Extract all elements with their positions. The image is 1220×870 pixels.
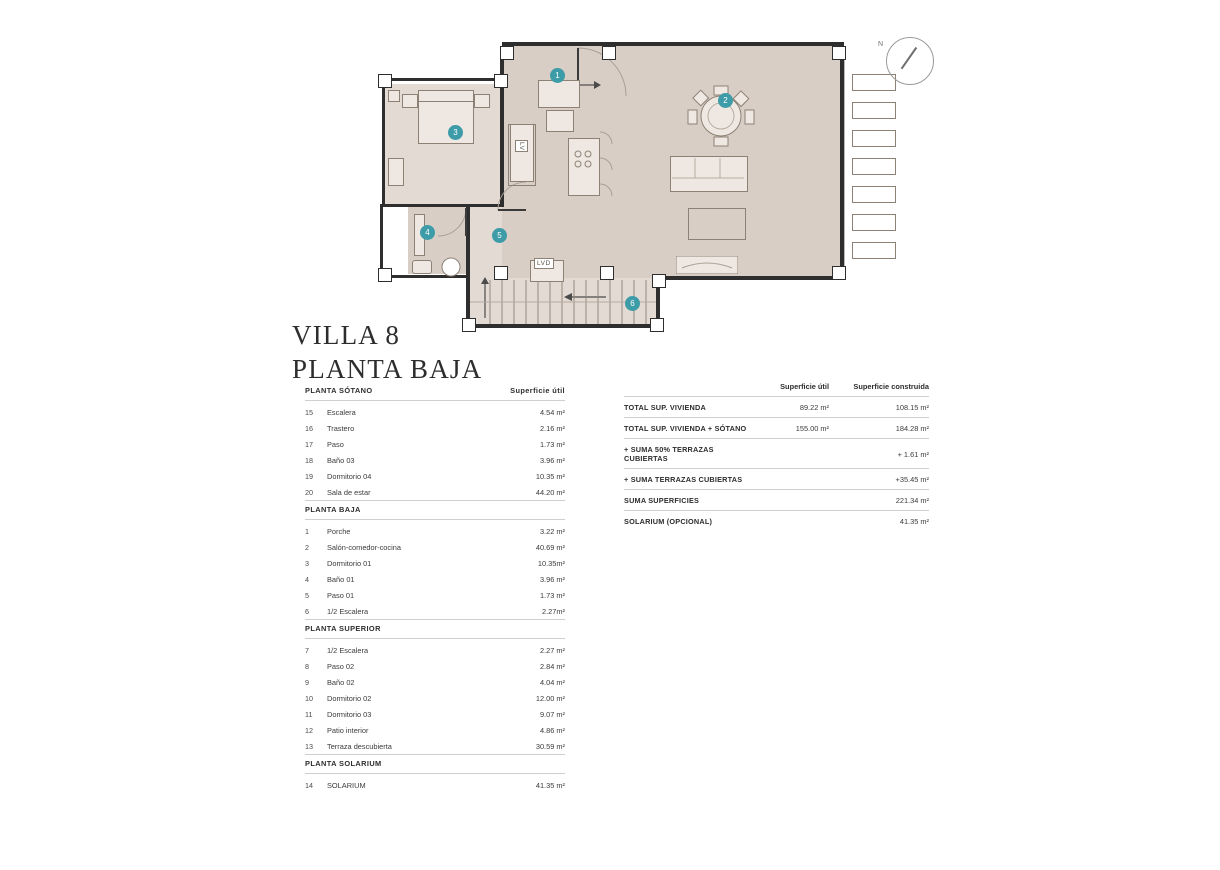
table-row (305, 690, 565, 706)
table-row (305, 658, 565, 674)
terrace-step-2 (852, 102, 896, 119)
totals-label: + SUMA 50% TERRAZAS CUBIERTAS (624, 445, 714, 463)
section-title: PLANTA BAJA (305, 505, 361, 514)
row-number: 10 (305, 694, 313, 703)
window-top-left (500, 46, 514, 60)
section-header-sotano (305, 382, 565, 401)
row-number: 18 (305, 456, 313, 465)
section-header-planta-baja (305, 501, 565, 520)
window-stair-right (650, 318, 664, 332)
plan-marker-6: 6 (625, 296, 640, 311)
window-bed-topright (494, 74, 508, 88)
row-name: Baño 01 (327, 575, 355, 584)
plan-marker-3: 3 (448, 125, 463, 140)
row-name: Dormitorio 03 (327, 710, 372, 719)
totals-util: 155.00 m² (795, 424, 829, 433)
floor-plan (370, 28, 950, 328)
nightstand-left (402, 94, 418, 108)
table-row (305, 738, 565, 754)
window-bed-topleft (378, 74, 392, 88)
row-value: 4.86 m² (539, 726, 565, 735)
row-number: 8 (305, 662, 309, 671)
row-name: Paso 02 (327, 662, 355, 671)
kitchen-doors (598, 128, 616, 208)
wall-top (502, 42, 844, 46)
row-name: Dormitorio 04 (327, 472, 372, 481)
row-value: 3.96 m² (539, 575, 565, 584)
row-name: Trastero (327, 424, 355, 433)
table-row (305, 706, 565, 722)
row-name: Escalera (327, 408, 356, 417)
totals-table (624, 382, 929, 531)
table-row (305, 452, 565, 468)
row-value: 3.22 m² (539, 527, 565, 536)
row-name: 1/2 Escalera (327, 646, 369, 655)
bathroom-door-swing (436, 206, 470, 240)
row-value: 2.84 m² (539, 662, 565, 671)
plan-marker-4: 4 (420, 225, 435, 240)
row-number: 20 (305, 488, 313, 497)
row-number: 3 (305, 559, 309, 568)
sink-icon (440, 256, 462, 278)
row-value: 10.35 m² (535, 472, 565, 481)
surface-schedule-table (305, 382, 565, 793)
row-value: 1.73 m² (539, 591, 565, 600)
row-value: 4.54 m² (539, 408, 565, 417)
row-name: Baño 03 (327, 456, 355, 465)
row-number: 9 (305, 678, 309, 687)
section-rows-planta-baja (305, 520, 565, 620)
window-stair-left (462, 318, 476, 332)
wall-bedroom-top (382, 78, 502, 81)
totals-util: 89.22 m² (799, 403, 829, 412)
row-name: Porche (327, 527, 351, 536)
column-header-construida: Superficie construida (853, 382, 929, 391)
totals-construida: 41.35 m² (899, 517, 929, 526)
title-line-1: VILLA 8 (292, 320, 401, 350)
wall-bath-left (380, 204, 383, 278)
terrace-step-7 (852, 242, 896, 259)
table-row (305, 523, 565, 539)
table-row (305, 674, 565, 690)
appliance-label-lvd: LVD (534, 258, 554, 269)
window-right-bottom (832, 266, 846, 280)
kitchen-column (508, 124, 536, 186)
totals-row (624, 468, 929, 489)
title-line-2: PLANTA BAJA (292, 354, 483, 385)
row-number: 12 (305, 726, 313, 735)
row-name: Patio interior (327, 726, 369, 735)
appliance-label-lv: LV (515, 140, 528, 152)
totals-row (624, 396, 929, 417)
row-value: 12.00 m² (535, 694, 565, 703)
row-value: 2.27 m² (539, 646, 565, 655)
row-value: 10.35m² (537, 559, 565, 568)
totals-construida: + 1.61 m² (897, 449, 929, 459)
section-rows-planta-superior (305, 639, 565, 755)
table-row (305, 436, 565, 452)
row-number: 14 (305, 781, 313, 790)
column-header-util: Superficie útil (780, 382, 829, 391)
wardrobe (388, 158, 404, 186)
row-number: 16 (305, 424, 313, 433)
row-value: 41.35 m² (535, 781, 565, 790)
row-number: 4 (305, 575, 309, 584)
plan-marker-2: 2 (718, 93, 733, 108)
row-name: Paso (327, 440, 344, 449)
bed-headboard (418, 90, 474, 102)
compass-north-label: N (878, 41, 884, 48)
totals-row-solarium (624, 511, 929, 531)
terrace-edge (844, 46, 845, 278)
totals-row (624, 489, 929, 511)
wall-bedroom-left (382, 78, 385, 206)
totals-row (624, 438, 929, 468)
row-name: Sala de estar (327, 488, 371, 497)
section-units-header: Superficie útil (510, 386, 565, 395)
row-value: 40.69 m² (535, 543, 565, 552)
row-value: 1.73 m² (539, 440, 565, 449)
terrace-step-5 (852, 186, 896, 203)
wall-bottom-right (658, 276, 844, 280)
hob-icon (570, 146, 596, 172)
row-name: Dormitorio 02 (327, 694, 372, 703)
totals-label: + SUMA TERRAZAS CUBIERTAS (624, 475, 743, 484)
section-header-solarium (305, 755, 565, 774)
kitchen-unit-top (538, 80, 580, 108)
window-top-mid (602, 46, 616, 60)
row-number: 17 (305, 440, 313, 449)
plan-marker-1: 1 (550, 68, 565, 83)
compass-circle (886, 37, 934, 85)
row-name: SOLARIUM (327, 781, 366, 790)
window-paso-bottom (494, 266, 508, 280)
row-value: 2.16 m² (539, 424, 565, 433)
row-name: Terraza descubierta (327, 742, 392, 751)
row-number: 5 (305, 591, 309, 600)
table-row (305, 539, 565, 555)
table-row (305, 642, 565, 658)
row-name: Paso 01 (327, 591, 355, 600)
row-number: 6 (305, 607, 309, 616)
page-title (292, 318, 482, 386)
table-row (305, 404, 565, 420)
row-number: 2 (305, 543, 309, 552)
plan-marker-5: 5 (492, 228, 507, 243)
table-row (305, 777, 565, 793)
compass (878, 33, 933, 88)
sofa-cushions (670, 156, 746, 190)
window-top-right (832, 46, 846, 60)
bed (418, 96, 474, 144)
table-row (305, 484, 565, 500)
table-row (305, 468, 565, 484)
totals-construida: 221.34 m² (895, 496, 929, 505)
section-title: PLANTA SOLARIUM (305, 759, 382, 768)
toilet (412, 260, 432, 274)
totals-row (624, 417, 929, 438)
section-rows-solarium (305, 774, 565, 793)
totals-label: TOTAL SUP. VIVIENDA (624, 403, 706, 412)
totals-label: TOTAL SUP. VIVIENDA + SÓTANO (624, 424, 747, 433)
window-mid-bottom (600, 266, 614, 280)
section-title: PLANTA SÓTANO (305, 386, 373, 395)
terrace-step-4 (852, 158, 896, 175)
totals-construida: 184.28 m² (895, 424, 929, 433)
row-number: 1 (305, 527, 309, 536)
window-stair-topright (652, 274, 666, 288)
section-header-planta-superior (305, 620, 565, 639)
table-row (305, 603, 565, 619)
row-number: 13 (305, 742, 313, 751)
terrace-step-6 (852, 214, 896, 231)
totals-construida: 108.15 m² (895, 403, 929, 412)
terrace-step-3 (852, 130, 896, 147)
sink-unit (546, 110, 574, 132)
row-name: Dormitorio 01 (327, 559, 372, 568)
row-value: 4.04 m² (539, 678, 565, 687)
section-title: PLANTA SUPERIOR (305, 624, 381, 633)
totals-label: SUMA SUPERFICIES (624, 496, 700, 505)
totals-construida: +35.45 m² (895, 475, 929, 484)
totals-label: SOLARIUM (OPCIONAL) (624, 517, 713, 526)
table-row (305, 420, 565, 436)
wall-bottom (466, 324, 658, 328)
section-rows-sotano (305, 401, 565, 501)
table-row (305, 587, 565, 603)
row-value: 3.96 m² (539, 456, 565, 465)
table-row (305, 571, 565, 587)
nightstand-right (474, 94, 490, 108)
window-bath-bottomleft (378, 268, 392, 282)
row-value: 30.59 m² (535, 742, 565, 751)
row-name: Salón-comedor-cocina (327, 543, 401, 552)
coffee-table (688, 208, 746, 240)
totals-table-header (624, 382, 929, 396)
table-row (305, 722, 565, 738)
row-value: 44.20 m² (535, 488, 565, 497)
row-number: 7 (305, 646, 309, 655)
tv-unit (676, 256, 738, 274)
row-name: 1/2 Escalera (327, 607, 369, 616)
row-number: 11 (305, 710, 313, 719)
table-row (305, 555, 565, 571)
row-number: 19 (305, 472, 313, 481)
bedroom-lamp (388, 90, 400, 102)
row-number: 15 (305, 408, 313, 417)
row-value: 2.27m² (541, 607, 565, 616)
row-name: Baño 02 (327, 678, 355, 687)
row-value: 9.07 m² (539, 710, 565, 719)
